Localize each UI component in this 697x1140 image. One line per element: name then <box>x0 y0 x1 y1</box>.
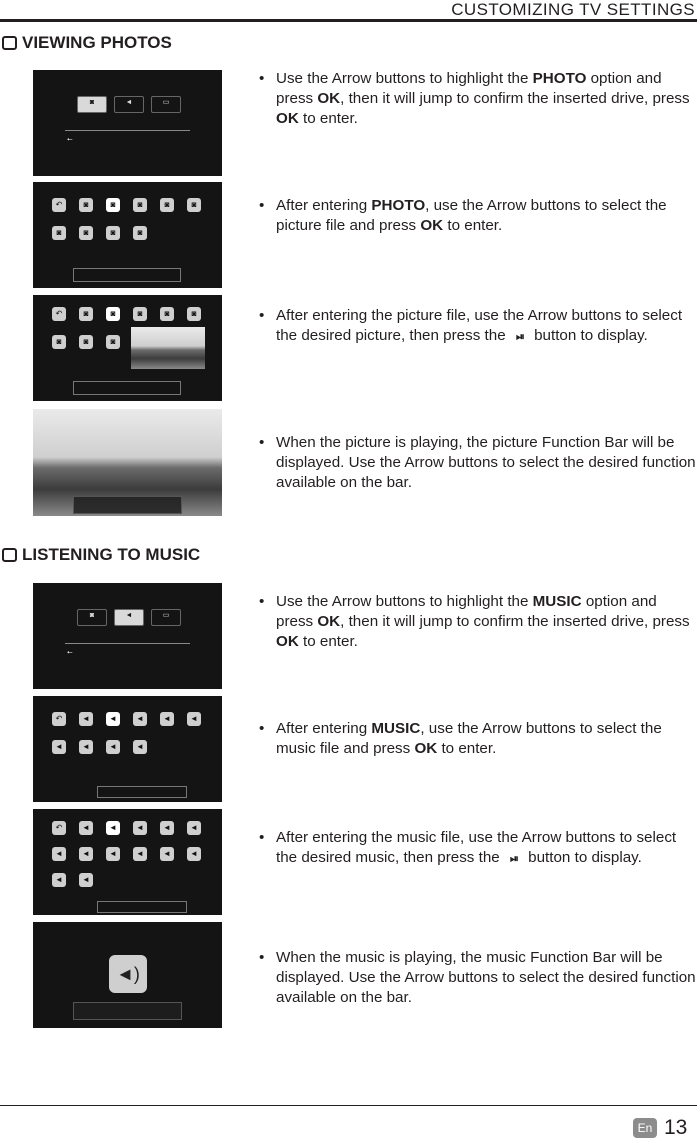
folder-icon: ◙ <box>79 307 93 321</box>
speaker-icon: ◄ <box>79 712 93 726</box>
speaker-icon: ◄ <box>106 712 120 726</box>
file-info-box <box>73 268 181 282</box>
speaker-icon: ◄ <box>133 847 147 861</box>
step-music-4: • When the music is playing, the music Function Bar will be displayed. Use the Arrow buttons to select the desired function available on the bar. <box>259 949 696 1006</box>
speaker-icon: ◄ <box>187 712 201 726</box>
page-header-title: CUSTOMIZING TV SETTINGS <box>451 0 695 19</box>
screenshot-photo-folders <box>33 182 222 288</box>
video-tile-icon: ▭ <box>151 609 181 626</box>
file-info-box <box>97 901 187 913</box>
screenshot-music-playing <box>33 922 222 1028</box>
speaker-icon: ◄) <box>109 955 147 993</box>
folder-icon: ◙ <box>106 226 120 240</box>
picture-function-bar <box>73 496 182 514</box>
step-music-3: • After entering the music file, use the Arrow buttons to select the desired music, then press the ⏯ button to display. <box>259 828 697 888</box>
speaker-icon: ◄ <box>160 821 174 835</box>
file-info-box <box>73 381 181 395</box>
folder-icon: ◙ <box>160 307 174 321</box>
folder-icon: ◙ <box>79 198 93 212</box>
play-pause-icon: ⏯ <box>510 853 518 865</box>
speaker-icon: ◄ <box>133 740 147 754</box>
play-pause-icon: ⏯ <box>515 331 524 343</box>
folder-icon: ◙ <box>79 226 93 240</box>
folder-icon: ◙ <box>106 307 120 321</box>
music-tile-icon: ◄ <box>114 96 144 113</box>
page-number: 13 <box>664 1116 688 1139</box>
speaker-icon: ◄ <box>79 740 93 754</box>
section-title-text: LISTENING TO MUSIC <box>22 545 201 564</box>
speaker-icon: ◄ <box>52 740 66 754</box>
music-tile-icon: ◄ <box>114 609 144 626</box>
speaker-icon: ◄ <box>106 847 120 861</box>
picture-preview <box>131 327 205 369</box>
screenshot-picture-playing <box>33 409 222 516</box>
folder-icon: ◙ <box>52 226 66 240</box>
rounded-square-icon <box>2 548 17 562</box>
section-title-text: VIEWING PHOTOS <box>22 33 172 52</box>
footer-divider <box>0 1105 697 1106</box>
rounded-square-icon <box>2 36 17 50</box>
speaker-icon: ◄ <box>106 821 120 835</box>
speaker-icon: ◄ <box>79 821 93 835</box>
video-tile-icon: ▭ <box>151 96 181 113</box>
screenshot-source-menu-music <box>33 583 222 689</box>
folder-icon: ◙ <box>106 198 120 212</box>
usb-icon: ⭠ <box>67 136 73 143</box>
photo-tile-icon: ◙ <box>77 609 107 626</box>
speaker-icon: ◄ <box>187 847 201 861</box>
photo-tile-icon: ◙ <box>77 96 107 113</box>
return-icon: ↶ <box>52 712 66 726</box>
speaker-icon: ◄ <box>160 847 174 861</box>
speaker-icon: ◄ <box>133 821 147 835</box>
section-title-listening-music <box>2 545 200 565</box>
folder-icon: ◙ <box>187 198 201 212</box>
step-music-1: • Use the Arrow buttons to highlight the MUSIC option and press OK, then it will jump to confirm the inserted drive, press OK to enter. <box>259 593 690 650</box>
language-badge: En <box>633 1118 657 1138</box>
speaker-icon: ◄ <box>133 712 147 726</box>
step-photo-2: • After entering PHOTO, use the Arrow buttons to select the picture file and press OK to enter. <box>259 197 667 234</box>
folder-icon: ◙ <box>160 198 174 212</box>
speaker-icon: ◄ <box>79 873 93 887</box>
step-music-2: • After entering MUSIC, use the Arrow buttons to select the music file and press OK to enter. <box>259 720 662 757</box>
return-icon: ↶ <box>52 198 66 212</box>
file-info-box <box>97 786 187 798</box>
return-icon: ↶ <box>52 307 66 321</box>
folder-icon: ◙ <box>79 335 93 349</box>
header-divider <box>0 19 697 22</box>
folder-icon: ◙ <box>106 335 120 349</box>
usb-icon: ⭠ <box>67 649 73 656</box>
folder-icon: ◙ <box>133 307 147 321</box>
screenshot-music-files <box>33 809 222 915</box>
step-photo-1: • Use the Arrow buttons to highlight the PHOTO option and press OK, then it will jump to confirm the inserted drive, press OK to enter. <box>259 70 690 127</box>
screenshot-source-menu-photo <box>33 70 222 176</box>
speaker-icon: ◄ <box>106 740 120 754</box>
speaker-icon: ◄ <box>187 821 201 835</box>
speaker-icon: ◄ <box>52 847 66 861</box>
step-photo-3: • After entering the picture file, use the Arrow buttons to select the desired picture, then press the ⏯ button to display. <box>259 306 697 366</box>
folder-icon: ◙ <box>133 198 147 212</box>
speaker-icon: ◄ <box>52 873 66 887</box>
step-photo-4: • When the picture is playing, the picture Function Bar will be displayed. Use the Arrow buttons to select the desired function available on the bar. <box>259 434 696 491</box>
screenshot-photo-files <box>33 295 222 401</box>
section-title-viewing-photos <box>2 33 172 53</box>
speaker-icon: ◄ <box>79 847 93 861</box>
folder-icon: ◙ <box>133 226 147 240</box>
screenshot-music-folders <box>33 696 222 802</box>
speaker-icon: ◄ <box>160 712 174 726</box>
return-icon: ↶ <box>52 821 66 835</box>
music-function-bar <box>73 1002 182 1020</box>
folder-icon: ◙ <box>187 307 201 321</box>
folder-icon: ◙ <box>52 335 66 349</box>
